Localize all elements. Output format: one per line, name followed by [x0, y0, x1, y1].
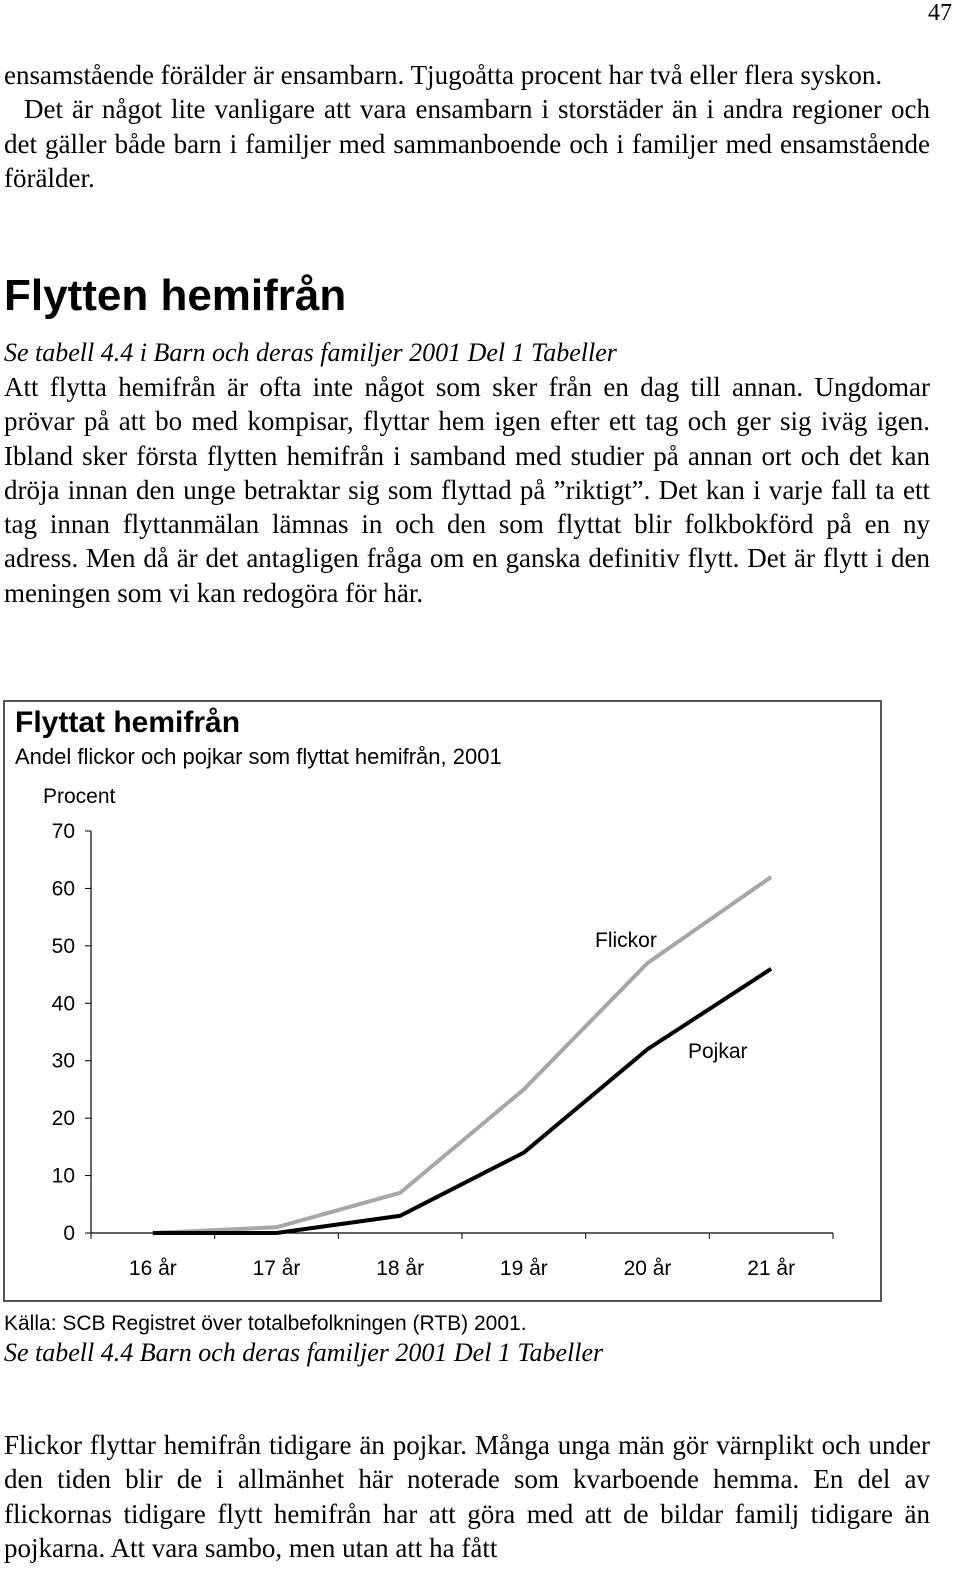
series-label-pojkar: Pojkar: [688, 1040, 748, 1063]
x-tick-label: 16 år: [128, 1257, 177, 1280]
chart-title: Flyttat hemifrån: [15, 706, 241, 739]
y-tick-label: 50: [51, 934, 75, 958]
chart-frame: [3, 700, 882, 1302]
y-tick-label: 40: [51, 992, 75, 1016]
y-tick-label: 20: [51, 1107, 75, 1131]
x-tick-label: 21 år: [747, 1257, 796, 1280]
y-tick-label: 10: [51, 1164, 75, 1188]
line-chart: [5, 702, 880, 1300]
body-paragraph: Att flytta hemifrån är ofta inte något som sker från en dag till annan. Ungdomar prövar på att bo med kompisar, flyttar hem igen efter ett tag och ger sig iväg igen. Ibland sker första flytten hemifrån i samband med studier på annan ort och det kan dröja innan den unge betraktar sig som flyttad på ”riktigt”. Det kan i varje fall ta ett tag innan flyttanmälan lämnas in och den som flyttat blir folkbokförd på en ny adress. Men då är det antagligen fråga om en ganska definitiv flytt. Det är flytt i den meningen som vi kan redogöra för här.: [4, 372, 930, 608]
section-title: Flytten hemifrån: [4, 271, 347, 320]
page-number: 47: [928, 0, 952, 26]
chart-subtitle: Andel flickor och pojkar som flyttat hemifrån, 2001: [15, 744, 502, 769]
x-tick-label: 18 år: [376, 1257, 425, 1280]
y-tick-label: 0: [63, 1222, 75, 1245]
series-line-flickor: [153, 877, 771, 1233]
closing-paragraph: Flickor flyttar hemifrån tidigare än pojkar. Många unga män gör värnplikt och under den tiden blir de i allmänhet här noterade som kvarboende hemma. En del av flickornas tidigare flytt hemifrån har att göra med att de bildar familj tidigare än pojkarna. Att vara sambo, men utan att ha fått: [4, 1430, 930, 1563]
y-tick-label: 70: [51, 820, 75, 843]
intro-paragraph: [4, 58, 930, 195]
series-line-pojkar: [153, 969, 771, 1233]
series-label-flickor: Flickor: [595, 929, 657, 952]
reference-bottom: Se tabell 4.4 Barn och deras familjer 2001 Del 1 Tabeller: [4, 1338, 604, 1367]
x-tick-label: 20 år: [623, 1257, 672, 1280]
y-axis-label: Procent: [43, 785, 116, 808]
y-tick-label: 60: [51, 877, 75, 901]
intro-line-2: Det är något lite vanligare att vara ensambarn i storstäder än i andra regioner och det gäller både barn i familjer med sammanboende och i familjer med ensamstående förälder.: [4, 94, 930, 193]
y-tick-label: 30: [51, 1049, 75, 1073]
x-tick-label: 19 år: [499, 1257, 548, 1280]
source-note: Källa: SCB Registret över totalbefolkningen (RTB) 2001.: [4, 1312, 527, 1335]
x-tick-label: 17 år: [252, 1257, 301, 1280]
intro-line-1: ensamstående förälder är ensambarn. Tjugoåtta procent har två eller flera syskon.: [4, 60, 883, 90]
reference-top: Se tabell 4.4 i Barn och deras familjer 2001 Del 1 Tabeller: [4, 338, 617, 367]
